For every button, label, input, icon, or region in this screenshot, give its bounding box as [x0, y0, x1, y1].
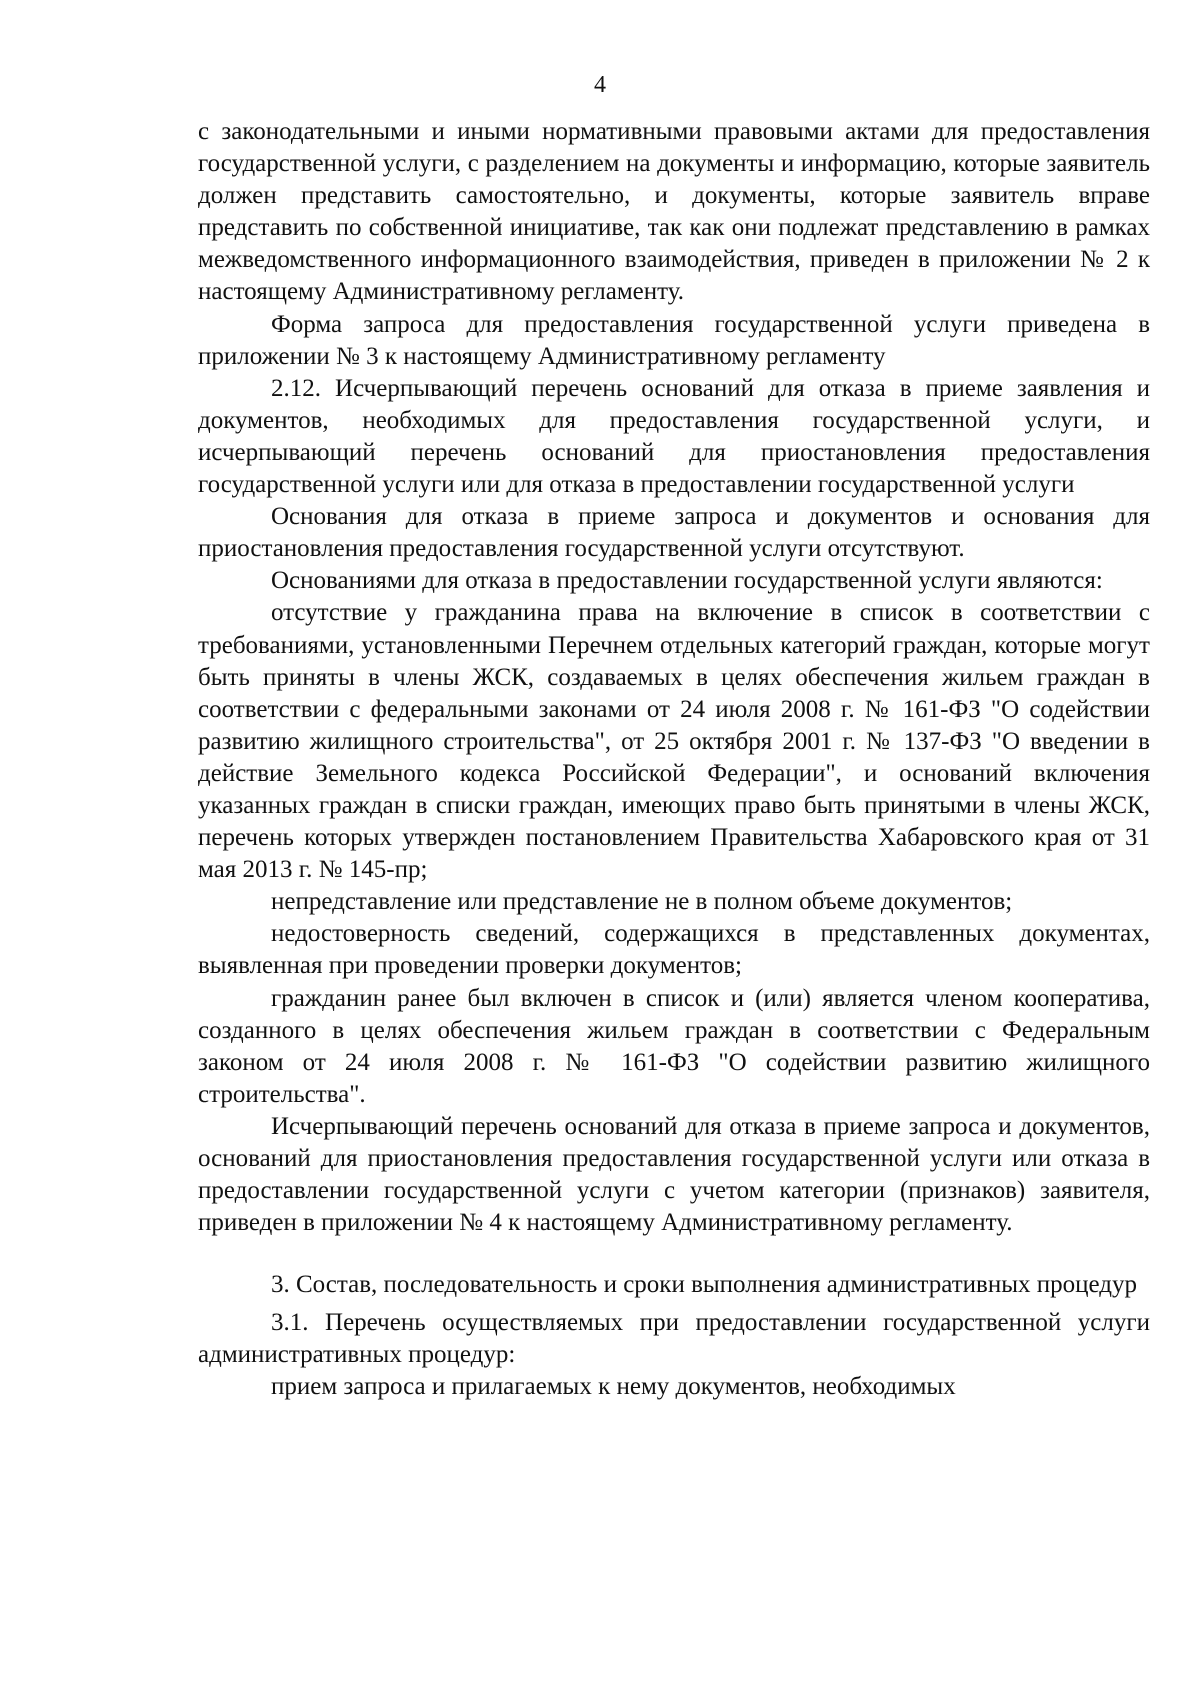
page-number: 4	[594, 72, 606, 98]
section-3-heading: 3. Состав, последовательность и сроки выполнения административных процедур	[271, 1271, 1138, 1299]
paragraph-refusal-grounds-intro: Основаниями для отказа в предоставлении государственной услуги являются:	[271, 567, 1103, 595]
paragraph-refusal-ground-already-member: гражданин ранее был включен в список и (или) является членом кооператива, созданного в целях обеспечения жильем граждан в соответствии с Федеральным законом от 24 июля 2008 г. № 161-ФЗ "О содействии развитию жилищного строительства".	[198, 984, 1150, 1108]
paragraph-refusal-ground-no-right: отсутствие у гражданина права на включение в список в соответствии с требованиями, установленными Перечнем отдельных категорий граждан, которые могут быть приняты в члены ЖСК, создаваемых в целях обеспечения жильем граждан в соответствии с федеральными законами от 24 июля 2008 г. № 161-ФЗ "О содействии развитию жилищного строительства", от 25 октября 2001 г. № 137-ФЗ "О введении в действие Земельного кодекса Российской Федерации", и оснований включения указанных граждан в списки граждан, имеющих право быть принятыми в члены ЖСК, перечень которых утвержден постановлением Правительства Хабаровского края от 31 мая 2013 г. № 145-пр;	[198, 599, 1150, 884]
paragraph-procedure-first: прием запроса и прилагаемых к нему документов, необходимых	[271, 1373, 956, 1401]
page-content	[198, 116, 1150, 1404]
paragraph-documents-list: с законодательными и иными нормативными правовыми актами для предоставления государственной услуги, с разделением на документы и информацию, которые заявитель должен представить самостоятельно, и документы, которые заявитель вправе представить по собственной инициативе, так как они подлежат представлению в рамках межведомственного информационного взаимодействия, приведен в приложении № 2 к настоящему Административному регламенту.	[198, 118, 1150, 306]
paragraph-2-12-title: 2.12. Исчерпывающий перечень оснований для отказа в приеме заявления и документов, необходимых для предоставления государственной услуги, и исчерпывающий перечень оснований для приостановления предоставления государственной услуги или для отказа в предоставлении государственной услуги	[198, 374, 1150, 499]
paragraph-no-refusal-grounds: Основания для отказа в приеме запроса и документов и основания для приостановления предоставления государственной услуги отсутствуют.	[198, 503, 1150, 563]
paragraph-refusal-ground-unreliable: недостоверность сведений, содержащихся в представленных документах, выявленная при проведении проверки документов;	[198, 920, 1150, 980]
paragraph-appendix-4-reference: Исчерпывающий перечень оснований для отказа в приеме запроса и документов, оснований для приостановления предоставления государственной услуги или отказа в предоставлении государственной услуги с учетом категории (признаков) заявителя, приведен в приложении № 4 к настоящему Административному регламенту.	[198, 1112, 1150, 1237]
paragraph-request-form: Форма запроса для предоставления государственной услуги приведена в приложении № 3 к настоящему Административному регламенту	[198, 310, 1150, 370]
section-spacer	[198, 1239, 1150, 1271]
paragraph-refusal-ground-incomplete: непредставление или представление не в полном объеме документов;	[271, 888, 1013, 916]
paragraph-3-1: 3.1. Перечень осуществляемых при предоставлении государственной услуги административных процедур:	[198, 1309, 1150, 1369]
